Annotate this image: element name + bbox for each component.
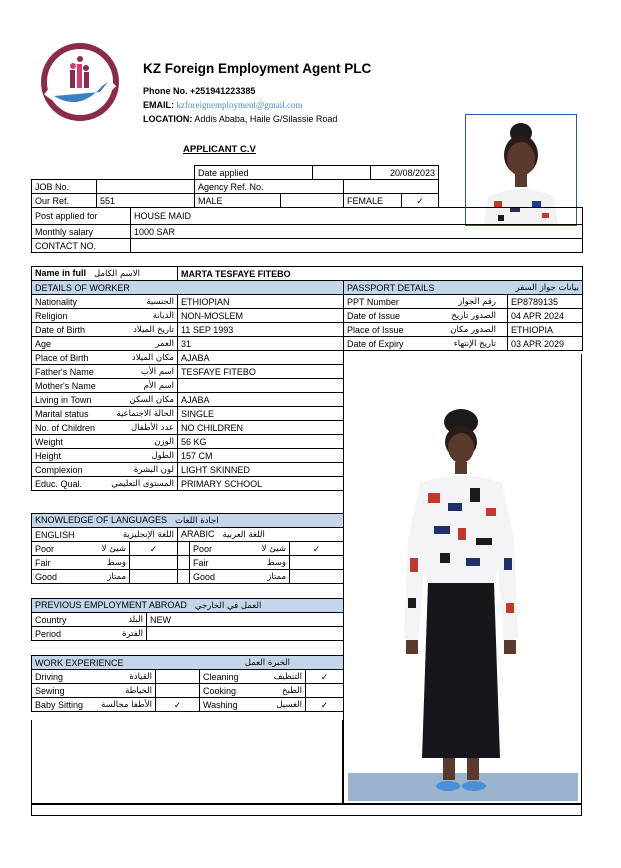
details-label: Place of Birth مكان الميلاد xyxy=(32,351,178,365)
details-value: LIGHT SKINNED xyxy=(178,463,344,477)
details-value: AJABA xyxy=(178,351,344,365)
details-label: Father's Name اسم الأب xyxy=(32,365,178,379)
job-no-label: JOB No. xyxy=(32,180,97,194)
details-label: No. of Children عدد الأطفال xyxy=(32,421,178,435)
details-value: 56 KG xyxy=(178,435,344,449)
male-label: MALE xyxy=(195,194,281,208)
details-row xyxy=(32,435,344,449)
details-label: Date of Birth تاريخ الميلاد xyxy=(32,323,178,337)
contact-label: CONTACT NO. xyxy=(32,239,131,253)
company-email: EMAIL: kzforeignemployment@gmail.com xyxy=(143,100,303,110)
experience-title: WORK EXPERIENCE الخبرة العمل xyxy=(32,656,344,670)
details-value: SINGLE xyxy=(178,407,344,421)
details-label: Mother's Name اسم الأم xyxy=(32,379,178,393)
details-row xyxy=(32,421,344,435)
passport-value: ETHIOPIA xyxy=(508,323,583,337)
experience-left-label: Driving القيادة xyxy=(32,670,156,684)
experience-left-check xyxy=(156,684,200,698)
details-label: Weight الوزن xyxy=(32,435,178,449)
details-value: AJABA xyxy=(178,393,344,407)
arabic-level-label: Good ممتاز xyxy=(190,570,290,584)
company-phone: Phone No. +251941223385 xyxy=(143,86,256,96)
arabic-level-check xyxy=(290,556,344,570)
our-ref-label: Our Ref. xyxy=(32,194,97,208)
previous-title: PREVIOUS EMPLOYMENT ABROAD العمل في الخارجي xyxy=(32,599,344,613)
arabic-level-check xyxy=(290,570,344,584)
details-value: 31 xyxy=(178,337,344,351)
passport-label: PPT Number رقم الجواز xyxy=(344,295,508,309)
details-row xyxy=(32,295,344,309)
details-label: Religion الديانة xyxy=(32,309,178,323)
date-applied-value: 20/08/2023 xyxy=(371,166,439,180)
country-value: NEW xyxy=(147,613,344,627)
passport-label: Date of Expiry تاريخ الإنتهاء xyxy=(344,337,508,351)
details-value: ETHIOPIAN xyxy=(178,295,344,309)
passport-label: Date of Issue الصدور تاريخ xyxy=(344,309,508,323)
arabic-header: ARABIC اللغة العربية xyxy=(178,528,344,542)
experience-right-label: Cooking الطبخ xyxy=(200,684,306,698)
salary-label: Monthly salary xyxy=(32,225,131,239)
contact-value xyxy=(131,239,583,253)
details-row xyxy=(32,463,344,477)
passport-value: 03 APR 2029 xyxy=(508,337,583,351)
previous-employment-table xyxy=(31,598,344,641)
cv-title: APPLICANT C.V xyxy=(183,144,256,155)
experience-left-check xyxy=(156,670,200,684)
applicant-photo-full xyxy=(348,408,578,801)
details-row xyxy=(32,309,344,323)
english-level-check: ✓ xyxy=(130,542,178,556)
details-row xyxy=(32,379,344,393)
details-title: DETAILS OF WORKER xyxy=(32,281,344,295)
country-label: Country البلد xyxy=(32,613,147,627)
name-table xyxy=(31,266,583,281)
details-label: Marital status الحالة الاجتماعية xyxy=(32,407,178,421)
date-applied-table xyxy=(194,165,439,180)
period-value xyxy=(147,627,344,641)
post-table xyxy=(31,207,583,253)
details-row xyxy=(32,337,344,351)
experience-left-check: ✓ xyxy=(156,698,200,712)
details-label: Nationality الجنسية xyxy=(32,295,178,309)
work-experience-table xyxy=(31,655,344,712)
details-label: Complexion لون البشرة xyxy=(32,463,178,477)
female-check: ✓ xyxy=(402,194,439,208)
passport-row xyxy=(344,295,583,309)
company-location: LOCATION: Addis Ababa, Haile G/Silassie Road xyxy=(143,114,338,124)
details-label: Age العمر xyxy=(32,337,178,351)
details-value: NON-MOSLEM xyxy=(178,309,344,323)
details-row xyxy=(32,449,344,463)
bottom-frame xyxy=(31,720,343,804)
english-level-check xyxy=(130,570,178,584)
experience-left-label: Baby Sitting الأطفا مجالسة xyxy=(32,698,156,712)
experience-left-label: Sewing الخياطة xyxy=(32,684,156,698)
details-table xyxy=(31,280,344,491)
details-row xyxy=(32,351,344,365)
english-header: ENGLISH اللغة الإنجليزية xyxy=(32,528,178,542)
language-row xyxy=(32,556,344,570)
details-row xyxy=(32,393,344,407)
language-row xyxy=(32,542,344,556)
passport-value: 04 APR 2024 xyxy=(508,309,583,323)
passport-title: PASSPORT DETAILS بيانات جواز السفر xyxy=(344,281,583,295)
experience-right-check: ✓ xyxy=(306,670,344,684)
details-row xyxy=(32,477,344,491)
passport-label: Place of Issue الصدور مكان xyxy=(344,323,508,337)
arabic-level-check: ✓ xyxy=(290,542,344,556)
language-row xyxy=(32,570,344,584)
english-level-label: Good ممتاز xyxy=(32,570,130,584)
female-label: FEMALE xyxy=(344,194,402,208)
post-label: Post applied for xyxy=(32,208,131,225)
reference-table xyxy=(31,179,439,208)
languages-table xyxy=(31,513,344,584)
experience-right-label: Cleaning التنظيف xyxy=(200,670,306,684)
details-value: 157 CM xyxy=(178,449,344,463)
experience-row xyxy=(32,698,344,712)
passport-row xyxy=(344,337,583,351)
english-level-label: Fair وسط xyxy=(32,556,130,570)
details-value: NO CHILDREN xyxy=(178,421,344,435)
experience-right-check: ✓ xyxy=(306,698,344,712)
arabic-level-label: Poor شيئ لا xyxy=(190,542,290,556)
period-label: Period الفترة xyxy=(32,627,147,641)
company-logo xyxy=(40,42,120,122)
details-row xyxy=(32,407,344,421)
experience-row xyxy=(32,684,344,698)
details-value: TESFAYE FITEBO xyxy=(178,365,344,379)
languages-title: KNOWLEDGE OF LANGUAGES اجادة اللغات xyxy=(32,514,344,528)
passport-table xyxy=(343,280,583,351)
arabic-level-label: Fair وسط xyxy=(190,556,290,570)
experience-right-check xyxy=(306,684,344,698)
date-applied-label: Date applied xyxy=(195,166,313,180)
passport-value: EP8789135 xyxy=(508,295,583,309)
name-label: Name in full الاسم الكامل xyxy=(32,267,178,281)
details-label: Educ. Qual. المستوى التعليمي xyxy=(32,477,178,491)
details-label: Height الطول xyxy=(32,449,178,463)
salary-value: 1000 SAR xyxy=(131,225,583,239)
passport-row xyxy=(344,309,583,323)
details-row xyxy=(32,365,344,379)
footer-strip xyxy=(31,804,582,816)
details-value: PRIMARY SCHOOL xyxy=(178,477,344,491)
agency-ref-label: Agency Ref. No. xyxy=(195,180,344,194)
details-value xyxy=(178,379,344,393)
name-value: MARTA TESFAYE FITEBO xyxy=(178,267,583,281)
full-photo-frame xyxy=(343,354,582,804)
details-value: 11 SEP 1993 xyxy=(178,323,344,337)
english-level-check xyxy=(130,556,178,570)
passport-row xyxy=(344,323,583,337)
details-row xyxy=(32,323,344,337)
our-ref-value: 551 xyxy=(97,194,195,208)
details-label: Living in Town مكان السكن xyxy=(32,393,178,407)
post-value: HOUSE MAID xyxy=(131,208,583,225)
company-name: KZ Foreign Employment Agent PLC xyxy=(143,61,372,76)
experience-right-label: Washing الغسيل xyxy=(200,698,306,712)
experience-row xyxy=(32,670,344,684)
english-level-label: Poor شيئ لا xyxy=(32,542,130,556)
